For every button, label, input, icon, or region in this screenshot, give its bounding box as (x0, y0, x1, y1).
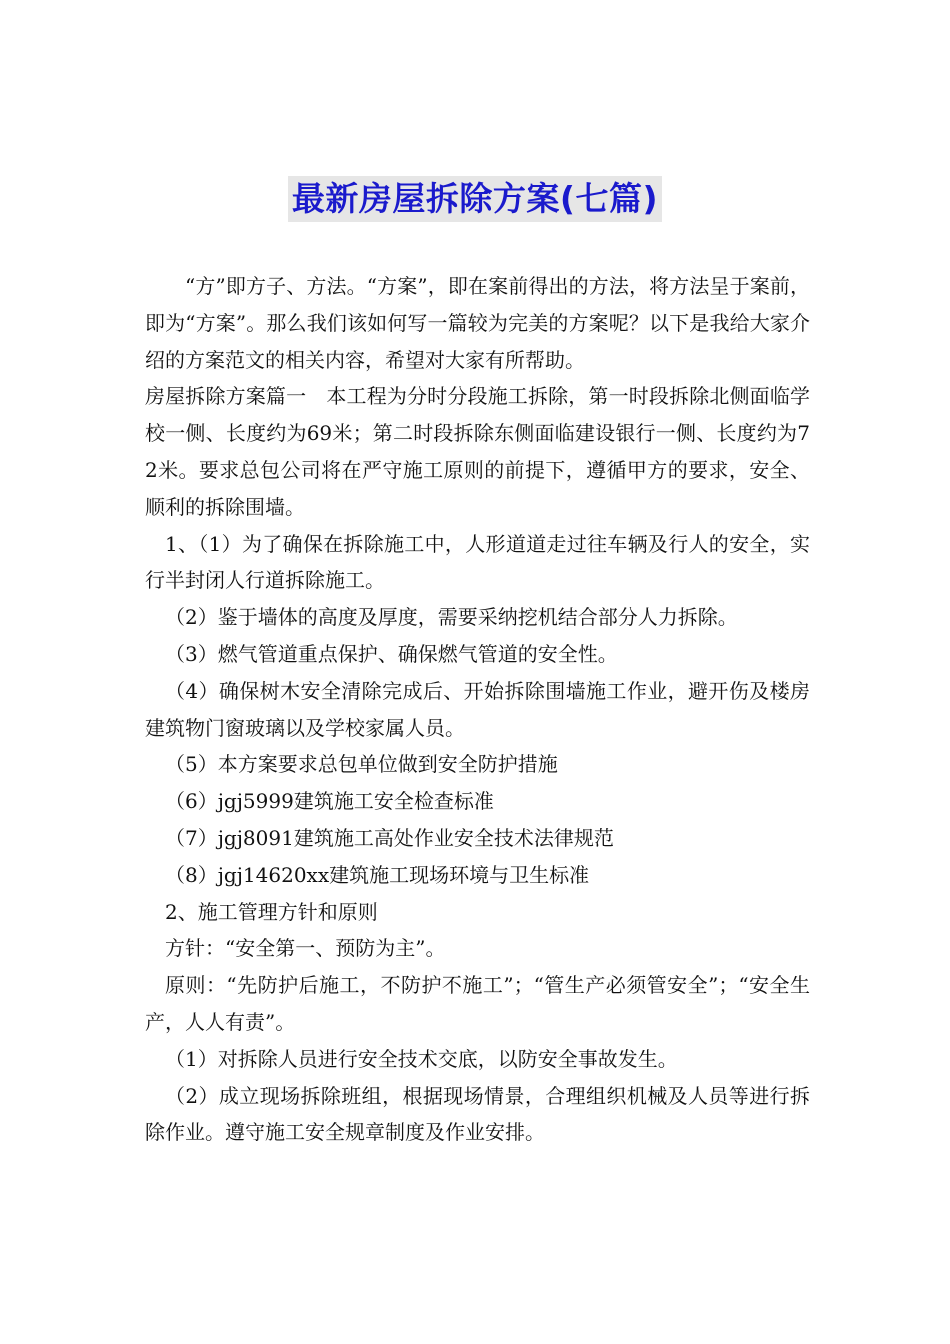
title-container (0, 176, 950, 222)
paragraph-item-1-1: 1、（1）为了确保在拆除施工中，人形道道走过往车辆及行人的安全，实行半封闭人行道拆除施工。 (145, 531, 810, 593)
paragraph-item-4: （4）确保树木安全清除完成后、开始拆除围墙施工作业，避开伤及楼房建筑物门窗玻璃以及学校家属人员。 (145, 678, 810, 740)
paragraph-item-7: （7）jgj8091建筑施工高处作业安全技术法律规范 (165, 825, 614, 850)
paragraph-section-1: 房屋拆除方案篇一 本工程为分时分段施工拆除，第一时段拆除北侧面临学校一侧、长度约为69米；第二时段拆除东侧面临建设银行一侧、长度约为72米。要求总包公司将在严守施工原则的前提下，遵循甲方的要求，安全、顺利的拆除围墙。 (145, 384, 810, 519)
paragraph-rule-2: （2）成立现场拆除班组，根据现场情景，合理组织机械及人员等进行拆除作业。遵守施工安全规章制度及作业安排。 (145, 1083, 810, 1145)
document-title: 最新房屋拆除方案(七篇) (288, 176, 662, 222)
paragraph-rule-1: （1）对拆除人员进行安全技术交底，以防安全事故发生。 (165, 1046, 678, 1071)
paragraph-item-5: （5）本方案要求总包单位做到安全防护措施 (165, 752, 558, 777)
paragraph-heading-2: 2、施工管理方针和原则 (165, 899, 378, 924)
document-body (145, 268, 810, 1151)
paragraph-principle: 原则：“先防护后施工，不防护不施工”；“管生产必须管安全”；“安全生产，人人有责”。 (145, 973, 810, 1034)
paragraph-intro: “方”即方子、方法。“方案”，即在案前得出的方法，将方法呈于案前，即为“方案”。那么我们该如何写一篇较为完美的方案呢？以下是我给大家介绍的方案范文的相关内容，希望对大家有所帮助。 (145, 274, 810, 372)
paragraph-item-3: （3）燃气管道重点保护、确保燃气管道的安全性。 (165, 641, 618, 666)
paragraph-policy: 方针：“安全第一、预防为主”。 (165, 936, 446, 961)
paragraph-item-6: （6）jgj5999建筑施工安全检查标准 (165, 789, 494, 814)
paragraph-item-2: （2）鉴于墙体的高度及厚度，需要采纳挖机结合部分人力拆除。 (165, 605, 738, 630)
paragraph-item-8: （8）jgj14620xx建筑施工现场环境与卫生标准 (165, 862, 590, 887)
